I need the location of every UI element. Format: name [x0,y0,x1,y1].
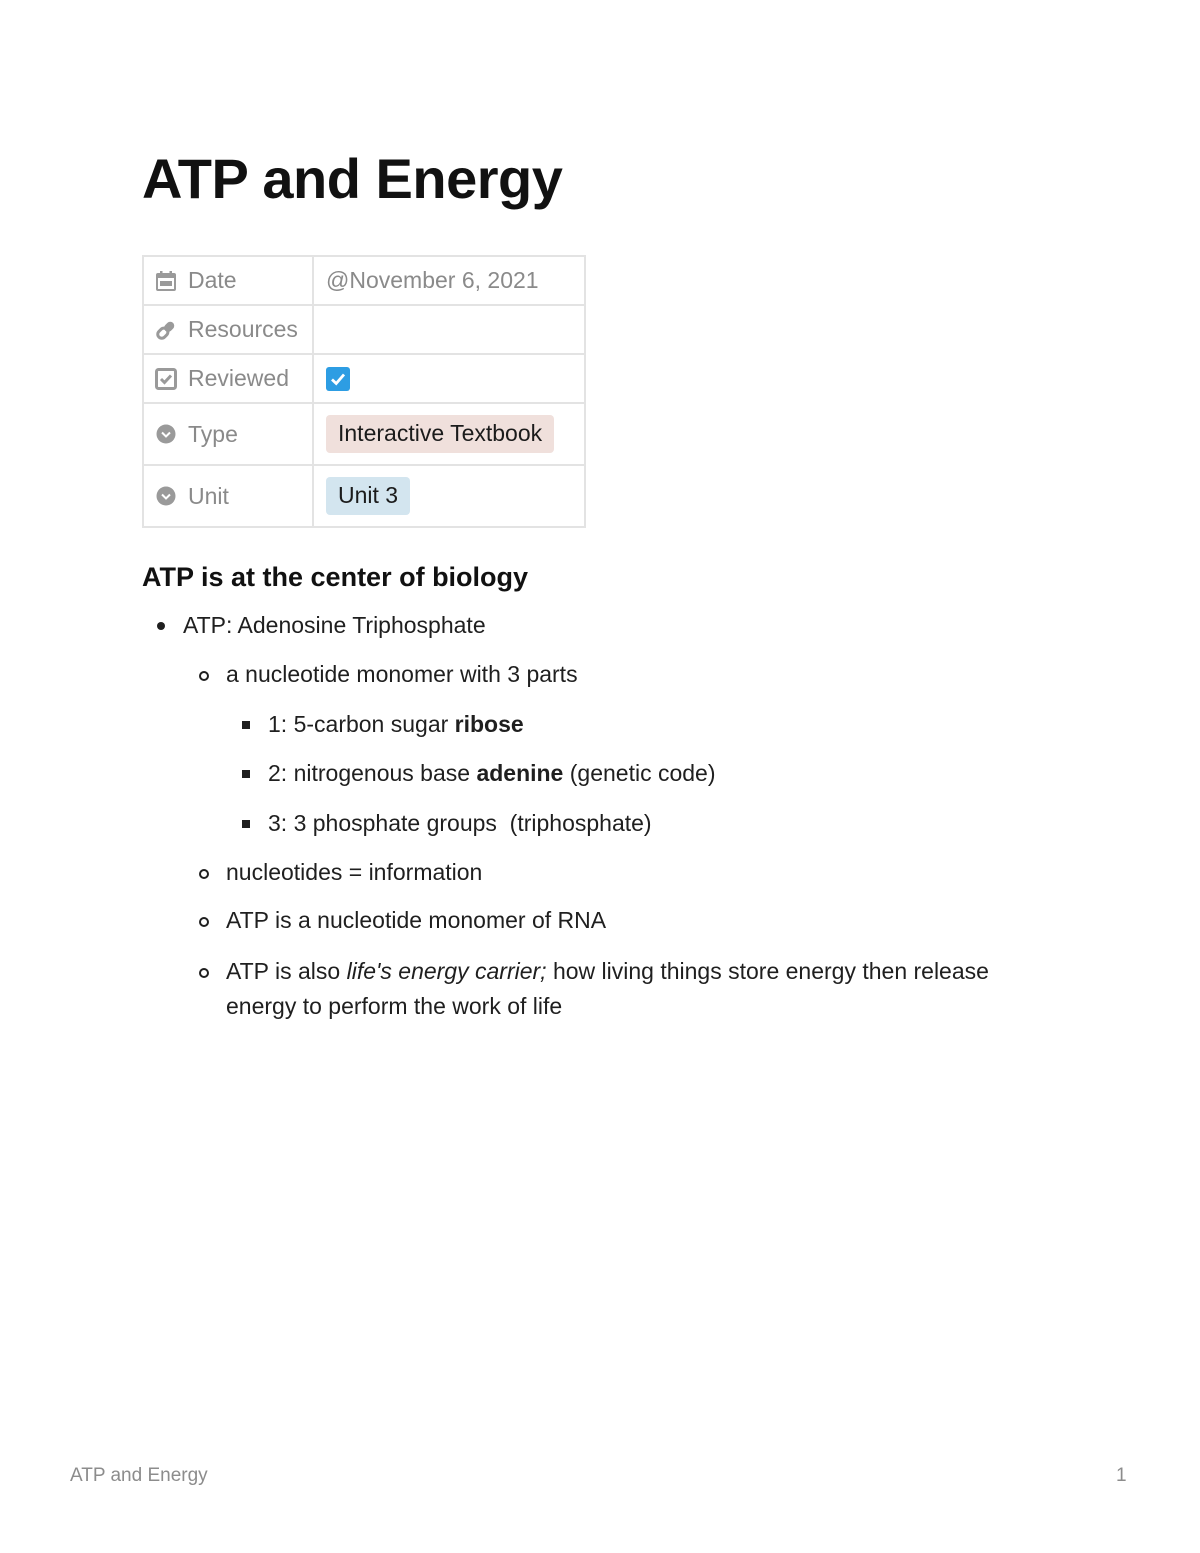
type-tag[interactable]: Interactive Textbook [326,415,554,453]
property-value-cell [313,354,585,403]
checkbox-icon [155,368,177,390]
property-name-cell [143,354,313,403]
bold-term: adenine [476,760,564,786]
list-item [268,806,652,841]
list-item-text: (genetic code) [563,760,716,786]
link-icon [155,319,177,341]
bullet-circle-marker [199,968,209,978]
list-item-text: ATP is also [226,958,347,984]
bullet-circle-marker [199,671,209,681]
page-number: 1 [1116,1465,1127,1486]
page-title: ATP and Energy [142,147,563,210]
bold-term: ribose [454,711,524,737]
date-value[interactable]: @November 6, 2021 [326,267,539,293]
property-row-type [143,403,585,465]
property-value-cell[interactable] [313,305,585,354]
list-item [226,657,578,692]
bullet-square-marker [242,721,250,729]
property-label-unit: Unit [188,482,229,509]
list-item-text: a nucleotide monomer with 3 parts [226,661,578,687]
select-icon [155,423,177,445]
checkmark-icon [329,370,347,388]
property-value-cell[interactable] [313,256,585,305]
bullet-square-marker [242,770,250,778]
list-item [226,855,482,890]
property-label-type: Type [188,420,238,447]
property-row-resources [143,305,585,354]
property-row-date [143,256,585,305]
property-name-cell [143,465,313,527]
list-item-text: nucleotides = information [226,859,483,885]
list-item-text: ATP: Adenosine Triphosphate [183,612,486,638]
list-item-text: ATP is a nucleotide monomer of RNA [226,907,607,933]
reviewed-checkbox[interactable] [326,367,350,391]
list-item-text: how living things store energy then release [546,958,989,984]
list-item-text: energy to perform the work of life [226,993,563,1019]
properties-table [142,255,586,528]
calendar-icon [155,270,177,292]
unit-tag[interactable]: Unit 3 [326,477,410,515]
property-name-cell [143,305,313,354]
property-label-resources: Resources [188,316,298,342]
list-item [226,954,1046,989]
property-value-cell [313,465,585,527]
bullet-circle-marker [199,869,209,879]
bullet-square-marker [242,820,250,828]
section-heading: ATP is at the center of biology [142,562,529,592]
list-item-text: 1: 5-carbon sugar [268,711,455,737]
italic-term: life's energy carrier; [346,958,547,984]
property-row-unit [143,465,585,527]
property-name-cell [143,256,313,305]
select-icon [155,485,177,507]
list-item [268,756,716,791]
property-label-reviewed: Reviewed [188,365,289,391]
bullet-disc-marker [157,622,165,630]
list-item-text: 2: nitrogenous base [268,760,477,786]
property-label-date: Date [188,267,237,293]
list-item-text: 3: 3 phosphate groups (triphosphate) [268,810,652,836]
bullet-circle-marker [199,917,209,927]
list-item [268,707,524,742]
list-item-continuation [226,989,562,1024]
property-row-reviewed [143,354,585,403]
list-item [226,903,606,938]
list-item [183,608,486,643]
property-name-cell [143,403,313,465]
footer-title: ATP and Energy [70,1465,208,1486]
property-value-cell [313,403,585,465]
